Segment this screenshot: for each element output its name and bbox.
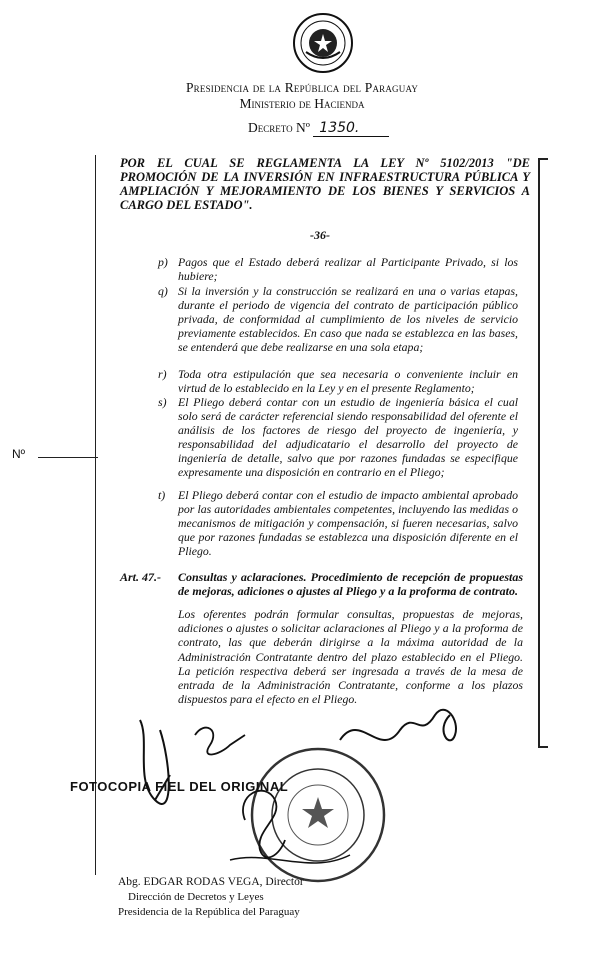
right-bracket-bottom [538, 746, 548, 748]
item-text: Si la inversión y la construcción se realizará en una o varias etapas, durante el periodo de vigencia del contrato de participación público privada, de conformidad al cumplimiento de los niveles de servicio previamente establecidos. En caso que nada se establezca en las bases, se entenderá que debe realizarse en una sola etapa; [178, 284, 518, 355]
list-item [158, 367, 518, 396]
item-label: s) [158, 395, 167, 409]
decreto-number: 1350. [313, 120, 389, 137]
item-label: r) [158, 367, 167, 381]
right-margin-line [538, 158, 540, 748]
header-presidencia: Presidencia de la República del Paraguay [185, 80, 419, 95]
decree-title: POR EL CUAL SE REGLAMENTA LA LEY Nº 5102/2013 "DE PROMOCIÓN DE LA INVERSIÓN EN INFRAESTRUCTURA PÚBLICA Y AMPLIACIÓN Y MEJORAMIENTO DE LOS BIENES Y SERVICIOS A CARGO DEL ESTADO". [120, 156, 530, 212]
decreto-line [248, 120, 389, 137]
signatory-department: Dirección de Decretos y Leyes [128, 891, 264, 903]
page-number: -36- [310, 228, 330, 242]
decreto-label: Decreto Nº [248, 120, 310, 135]
national-seal-icon [292, 12, 354, 74]
list-item [158, 255, 518, 284]
item-text: Toda otra estipulación que sea necesaria o conveniente incluir en virtud de lo establecido en la Ley y en el presente Reglamento; [178, 367, 518, 396]
right-bracket-top [538, 158, 548, 160]
header-ministerio: Ministerio de Hacienda [239, 96, 365, 111]
article-body: Los oferentes podrán formular consultas, propuestas de mejoras, adiciones o ajustes o solicitar aclaraciones al Pliego y a la proforma de contrato, las que deberán dirigirse a la máxima autoridad de la Administración Contratante dentro del plazo establecido en el Pliego. La petición respectiva deberá ser ingresada a través de la mesa de entrada de la Administración Contratante, conforme a los plazos dispuestos para el efecto en el Pliego. [178, 607, 523, 707]
signatory-name: Abg. EDGAR RODAS VEGA, Director [118, 876, 304, 888]
certified-copy-label: FOTOCOPIA FIEL DEL ORIGINAL [70, 779, 289, 794]
left-margin-line [95, 155, 96, 875]
list-item [158, 395, 518, 480]
article-number: Art. 47.- [120, 570, 162, 584]
item-text: El Pliego deberá contar con el estudio de impacto ambiental aprobado por las autoridades ambientales competentes, incluyendo las medidas o mecanismos de mitigación y compensación, si fueren necesarias, salvo que por razones fundadas se establezca una disposición diferente en el Pliego. [178, 488, 518, 559]
list-item [158, 488, 518, 559]
signatory-institution: Presidencia de la República del Paraguay [118, 906, 300, 918]
list-item [158, 284, 518, 355]
item-label: t) [158, 488, 166, 502]
item-label: q) [158, 284, 168, 298]
item-label: p) [158, 255, 168, 269]
item-text: Pagos que el Estado deberá realizar al Participante Privado, si los hubiere; [178, 255, 518, 284]
margin-number-line [38, 457, 98, 458]
article-title: Consultas y aclaraciones. Procedimiento de recepción de propuestas de mejoras, adiciones o ajustes al Pliego y a la proforma de contrato. [178, 570, 523, 598]
margin-number-label: Nº [12, 447, 26, 461]
item-text: El Pliego deberá contar con un estudio de ingeniería básica el cual solo será de carácter referencial siendo responsabilidad del oferente el análisis de los factores de riesgo del proyecto de ingeniería, y responsabilidad del adjudicatario el desarrollo del proyecto de ingeniería de detalle, salvo que por razones fundadas se especifique expresamente una disposición en contrario en el Pliego; [178, 395, 518, 480]
